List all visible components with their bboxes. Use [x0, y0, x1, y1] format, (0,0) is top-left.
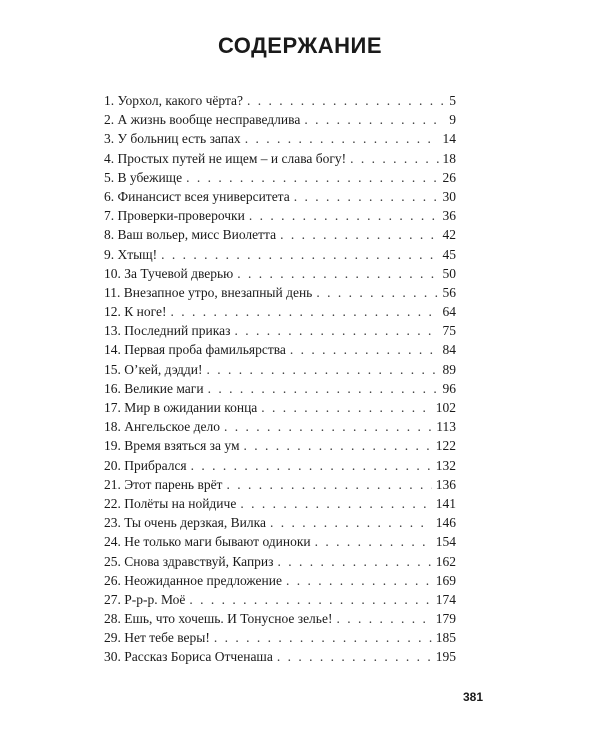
toc-entry [104, 513, 456, 532]
toc-entry-page: 174 [435, 591, 456, 607]
table-of-contents [104, 91, 456, 667]
toc-entry-title: 21. Этот парень врёт [104, 476, 223, 492]
dot-leader [208, 379, 439, 398]
toc-entry-title: 19. Время взяться за ум [104, 438, 240, 454]
toc-entry-title: 1. Уорхол, какого чёрта? [104, 93, 244, 108]
toc-entry-title: 12. К ноге! [104, 304, 167, 320]
toc-entry [104, 129, 456, 148]
page-number: 381 [463, 690, 484, 704]
toc-entry [104, 206, 456, 225]
toc-entry-title: 10. За Тучевой дверью [104, 265, 234, 281]
toc-entry-page: 146 [435, 515, 456, 531]
toc-entry [104, 475, 456, 494]
toc-entry-title: 2. А жизнь вообще несправедлива [104, 112, 301, 128]
dot-leader [161, 245, 438, 264]
toc-entry-title: 8. Ваш вольер, мисс Виолетта [104, 227, 277, 243]
toc-entry-title: 23. Ты очень дерзкая, Вилка [104, 515, 266, 531]
toc-entry-page: 154 [435, 534, 456, 550]
toc-entry [104, 245, 456, 264]
toc-entry [104, 91, 456, 110]
toc-entry-page: 9 [449, 112, 456, 128]
dot-leader [237, 264, 438, 283]
dot-leader [245, 129, 439, 148]
toc-entry-title: 17. Мир в ожидании конца [104, 400, 258, 415]
toc-entry-page: 14 [442, 131, 456, 147]
toc-entry-title: 28. Ешь, что хочешь. И Тонусное зелье! [104, 611, 333, 627]
toc-entry-page: 96 [442, 380, 456, 396]
toc-entry-title: 26. Неожиданное предложение [104, 572, 282, 588]
toc-entry-page: 141 [435, 495, 456, 511]
dot-leader [249, 206, 439, 225]
toc-entry-title: 4. Простых путей не ищем – и слава богу! [104, 150, 347, 166]
toc-entry-page: 5 [449, 93, 456, 108]
toc-entry-page: 84 [442, 342, 456, 358]
toc-entry-page: 89 [442, 361, 456, 377]
toc-entry-title: 24. Не только маги бывают одиноки [104, 534, 311, 550]
dot-leader [170, 302, 438, 321]
dot-leader [315, 532, 432, 551]
dot-leader [286, 571, 432, 590]
toc-entry [104, 398, 456, 417]
dot-leader [270, 513, 432, 532]
toc-entry-page: 30 [442, 188, 456, 204]
toc-entry [104, 628, 456, 647]
toc-entry [104, 225, 456, 244]
toc-entry-title: 13. Последний приказ [104, 323, 231, 339]
toc-entry-page: 36 [442, 208, 456, 224]
dot-leader [234, 321, 438, 340]
toc-entry-title: 22. Полёты на нойдиче [104, 495, 237, 511]
dot-leader [240, 494, 431, 513]
toc-entry-page: 64 [442, 304, 456, 320]
dot-leader [224, 417, 432, 436]
toc-entry-page: 169 [435, 572, 456, 588]
toc-entry-page: 50 [442, 265, 456, 281]
toc-entry-page: 136 [435, 476, 456, 492]
toc-entry-page: 45 [442, 246, 456, 262]
toc-entry [104, 494, 456, 513]
toc-entry-title: 9. Хтыщ! [104, 246, 158, 262]
toc-entry [104, 302, 456, 321]
dot-leader [316, 283, 438, 302]
dot-leader [226, 475, 431, 494]
toc-entry-page: 185 [435, 630, 456, 646]
dot-leader [189, 590, 431, 609]
page-title: СОДЕРЖАНИЕ [217, 33, 383, 58]
toc-entry [104, 532, 456, 551]
toc-entry-title: 7. Проверки-проверочки [104, 208, 245, 224]
toc-entry [104, 456, 456, 475]
dot-leader [294, 187, 439, 206]
toc-entry-page: 122 [435, 438, 456, 454]
toc-entry-title: 11. Внезапное утро, внезапный день [104, 284, 313, 300]
dot-leader [336, 609, 431, 628]
toc-entry [104, 379, 456, 398]
dot-leader [290, 340, 439, 359]
toc-entry-title: 6. Финансист всея университета [104, 188, 290, 204]
toc-entry-page: 18 [442, 150, 456, 166]
toc-entry-page: 56 [442, 284, 456, 300]
toc-entry [104, 168, 456, 187]
toc-entry [104, 149, 456, 168]
toc-entry-page: 162 [435, 553, 456, 569]
dot-leader [278, 552, 432, 571]
dot-leader [191, 456, 432, 475]
toc-entry-title: 14. Первая проба фамильярства [104, 342, 286, 358]
toc-entry-title: 16. Великие маги [104, 380, 204, 396]
toc-entry-title: 18. Ангельское дело [104, 419, 220, 435]
toc-entry [104, 340, 456, 359]
toc-entry [104, 647, 456, 666]
toc-entry [104, 609, 456, 628]
toc-entry [104, 283, 456, 302]
toc-entry-title: 30. Рассказ Бориса Отченаша [104, 649, 273, 665]
dot-leader [261, 398, 431, 417]
toc-entry [104, 321, 456, 340]
dot-leader [280, 225, 438, 244]
toc-entry-page: 42 [442, 227, 456, 243]
toc-entry-page: 75 [442, 323, 456, 339]
toc-entry [104, 187, 456, 206]
dot-leader [206, 360, 438, 379]
toc-entry [104, 436, 456, 455]
dot-leader [277, 647, 432, 666]
dot-leader [214, 628, 432, 647]
toc-entry-page: 113 [436, 419, 456, 435]
toc-entry-page: 132 [435, 457, 456, 473]
toc-entry-page: 26 [442, 169, 456, 185]
toc-entry-page: 102 [435, 400, 456, 415]
toc-entry [104, 264, 456, 283]
toc-entry-page: 195 [435, 649, 456, 665]
toc-entry [104, 571, 456, 590]
toc-entry [104, 552, 456, 571]
dot-leader [186, 168, 438, 187]
toc-entry-page: 179 [435, 611, 456, 627]
toc-entry-title: 29. Нет тебе веры! [104, 630, 210, 646]
toc-entry [104, 360, 456, 379]
toc-entry-title: 27. Р-р-р. Моё [104, 591, 186, 607]
toc-entry-title: 25. Снова здравствуй, Каприз [104, 553, 274, 569]
dot-leader [247, 91, 445, 110]
toc-entry-title: 20. Прибрался [104, 457, 187, 473]
toc-entry-title: 3. У больниц есть запах [104, 131, 241, 147]
toc-entry-title: 5. В убежище [104, 169, 183, 185]
toc-entry [104, 590, 456, 609]
toc-entry [104, 110, 456, 129]
toc-entry-title: 15. О’кей, дэдди! [104, 361, 203, 377]
toc-entry [104, 417, 456, 436]
dot-leader [304, 110, 445, 129]
dot-leader [244, 436, 432, 455]
dot-leader [350, 149, 438, 168]
